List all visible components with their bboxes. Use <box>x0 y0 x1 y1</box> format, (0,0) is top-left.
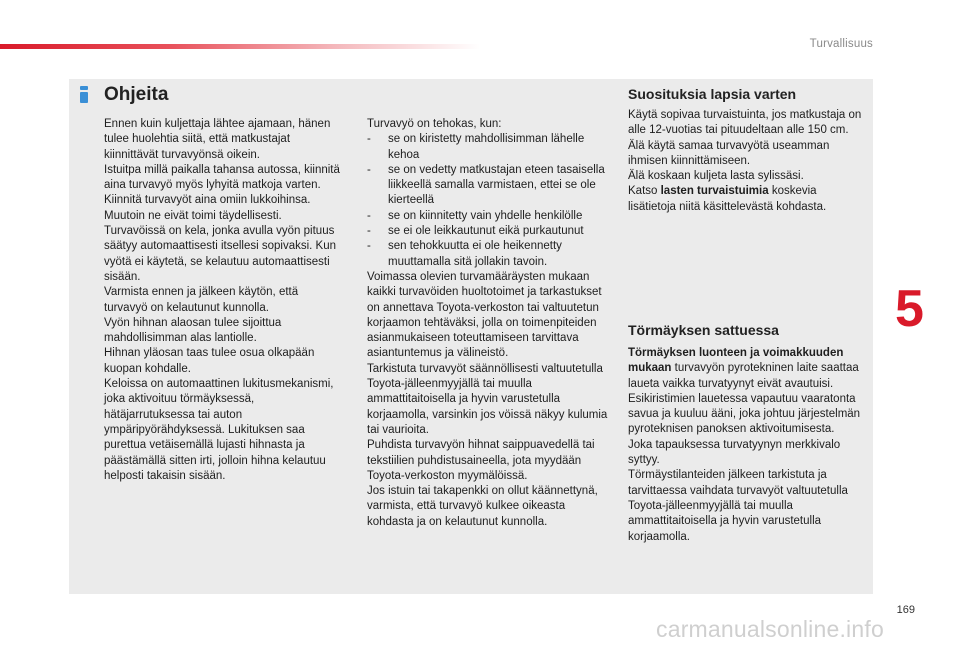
collision-section <box>628 346 868 545</box>
paragraph: Kiinnitä turvavyöt aina omiin lukkoihinsa. Muutoin ne eivät toimi täydellisesti. <box>104 194 311 222</box>
paragraph: Törmäystilanteiden jälkeen tarkistuta ja tarvittaessa vaihdata turvavyöt valtuutetulla Toyota-jälleenmyyjällä tai muulla ammattitaitoisella ja hyvin varustetulla korjaamolla. <box>628 469 848 543</box>
page-number: 169 <box>896 604 915 616</box>
instructions-title: Ohjeita <box>104 84 169 105</box>
instructions-column-2 <box>367 117 612 530</box>
watermark: carmanualsonline.info <box>656 616 884 642</box>
paragraph: Älä käytä samaa turvavyötä useamman ihmisen kiinnittämiseen. <box>628 139 830 167</box>
bullet-item: - sen tehokkuutta ei ole heikennetty muuttamalla sitä jollakin tavoin. <box>367 240 562 268</box>
paragraph: Voimassa olevien turvamääräysten mukaan kaikki turvavöiden huoltotoimet ja tarkastukset on annettava Toyota-verkoston tai valtuutetun korjaamon tehtäväksi, jolla on toimenpiteiden asianmukaiseen toteuttamiseen tarvittava asiantuntemus ja välineistö. <box>367 270 602 360</box>
chapter-number: 5 <box>895 280 924 338</box>
bullet-intro: Turvavyö on tehokas, kun: <box>367 118 502 130</box>
paragraph: Keloissa on automaattinen lukitusmekanismi, joka aktivoituu törmäyksessä, hätäjarrutuksessa tai auton ympäripyörähdyksessä. Lukituksen saa purettua vetäisemällä lujasti hihnasta ja päästämällä sitten irti, jolloin hihna kelautuu helposti takaisin sisään. <box>104 378 334 482</box>
paragraph: Hihnan yläosan taas tulee osua olkapään kuopan kohdalle. <box>104 347 315 375</box>
collision-section-title: Törmäyksen sattuessa <box>628 322 779 338</box>
children-section-title: Suosituksia lapsia varten <box>628 86 797 102</box>
paragraph: Turvavöissä on kela, jonka avulla vyön pituus säätyy automaattisesti itsellesi sopivaksi. Kun vyötä ei käytetä, se kelautuu automaattisesti sisään. <box>104 225 337 283</box>
section-title: Turvallisuus <box>809 38 873 50</box>
children-section <box>628 108 863 215</box>
paragraph: Varmista ennen ja jälkeen käytön, että turvavyö on kelautunut kunnolla. <box>104 286 299 314</box>
instructions-column-1 <box>104 117 344 484</box>
paragraph: Joka tapauksessa turvatyynyn merkkivalo syttyy. <box>628 438 841 467</box>
paragraph: Tarkistuta turvavyöt säännöllisesti valtuutetulla Toyota-jälleenmyyjällä tai muulla ammattitaitoisella ja hyvin varustetulla korjaamolla, varsinkin jos vöissä näkyy kulumia tai vaurioita. <box>367 362 608 436</box>
see-also-paragraph: Katso lasten turvaistuimia koskevia lisätietoja niitä käsittelevästä kohdasta. <box>628 185 827 213</box>
paragraph: Istuitpa millä paikalla tahansa autossa, kiinnitä aina turvavyö myös lyhyitä matkoja varten. <box>104 163 340 192</box>
paragraph: Käytä sopivaa turvaistuinta, jos matkustaja on alle 12-vuotias tai pituudeltaan alle 150 cm. <box>628 109 862 137</box>
paragraph: Vyön hihnan alaosan tulee sijoittua mahdollisimman alas lantiolle. <box>104 316 282 345</box>
paragraph: Törmäyksen luonteen ja voimakkuuden mukaan turvavyön pyrotekninen laite saattaa laueta vaikka turvatyynyt eivät avautuisi. Esikiristimien lauetessa vapautuu vaaratonta savua ja kuuluu ääni, joka johtuu järjestelmän pyroteknisen panoksen aktivoitumisesta. <box>628 347 861 436</box>
info-icon <box>79 86 89 103</box>
bullet-item: - se on kiristetty mahdollisimman lähelle kehoa <box>367 133 585 161</box>
see-also-link-text: lasten turvaistuimia <box>660 185 769 198</box>
paragraph: Puhdista turvavyön hihnat saippuavedellä tai tekstiilien puhdistusaineella, jota myydään Toyota-verkoston myymälöissä. <box>367 439 595 482</box>
bullet-item: - se ei ole leikkautunut eikä purkautunut <box>367 225 584 238</box>
bullet-item: - se on vedetty matkustajan eteen tasaisella liikkeellä samalla varmistaen, ettei se ole kierteellä <box>367 163 605 207</box>
header-accent-bar <box>0 44 480 49</box>
bullet-item: - se on kiinnitetty vain yhdelle henkilölle <box>367 209 583 222</box>
paragraph: Älä koskaan kuljeta lasta sylissäsi. <box>628 170 804 183</box>
paragraph: Ennen kuin kuljettaja lähtee ajamaan, hänen tulee huolehtia siitä, että matkustajat kiinnittävät turvavyönsä oikein. <box>104 118 331 161</box>
paragraph: Jos istuin tai takapenkki on ollut käännettynä, varmista, että turvavyö kulkee oikeasta kohdasta ja on kelautunut kunnolla. <box>367 485 598 528</box>
